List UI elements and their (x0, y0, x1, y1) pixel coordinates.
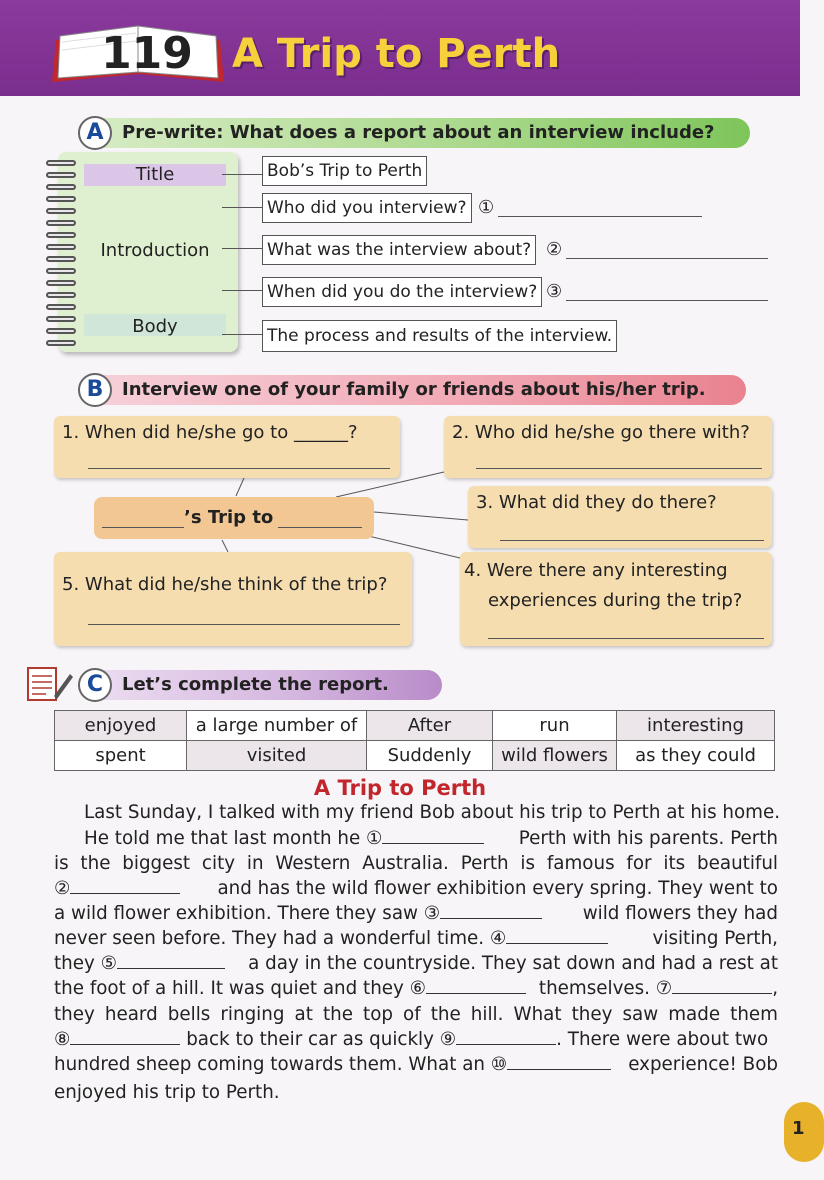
section-a-title: Pre-write: What does a report about an interview include? (122, 122, 715, 143)
outline-who-box: Who did you interview? (262, 193, 472, 223)
trip-title-center-box (94, 497, 374, 539)
question-2: 2. Who did he/she go there with? (452, 422, 750, 443)
word-bank-table (54, 710, 775, 771)
section-c-letter: C (78, 668, 112, 702)
word-bank-row (55, 741, 775, 771)
blank-4[interactable] (506, 926, 608, 944)
blank-marker-3: ③ (546, 281, 563, 302)
section-a-letter: A (78, 116, 112, 150)
outline-title-label: Title (135, 164, 175, 185)
trip-title-text: ’s Trip to (184, 507, 274, 528)
blank-10[interactable] (507, 1052, 611, 1070)
question-4-answer-line[interactable] (488, 638, 764, 639)
report-line-1: Last Sunday, I talked with my friend Bob about his trip to Perth at his home. (84, 802, 781, 823)
blank-9[interactable] (456, 1027, 556, 1045)
report-text: themselves. ⑦ (538, 978, 673, 999)
report-text: the foot of a hill. It was quiet and they ⑥ (54, 978, 427, 999)
outline-when-box: When did you do the interview? (262, 277, 542, 307)
report-line-3: is the biggest city in Western Australia. Perth is famous for its beautiful (54, 853, 778, 874)
name-blank-line[interactable] (102, 527, 184, 528)
report-line-7 (54, 951, 778, 976)
outline-body-box: The process and results of the interview. (262, 320, 617, 352)
blank-marker-2: ② (546, 239, 563, 260)
question-3-answer-line[interactable] (500, 540, 764, 541)
report-title: A Trip to Perth (313, 776, 487, 800)
report-line-2 (84, 826, 778, 851)
question-1-answer-line[interactable] (88, 468, 390, 469)
lesson-title: A Trip to Perth (232, 31, 561, 77)
report-text: Perth with his parents. Perth (518, 828, 778, 849)
word-bank-cell: After (367, 711, 493, 741)
outline-body-label: Body (132, 316, 178, 337)
question-box-4 (460, 552, 772, 646)
blank-8[interactable] (70, 1027, 180, 1045)
question-1: 1. When did he/she go to ______? (62, 422, 358, 443)
question-box-2 (444, 416, 772, 478)
report-text: . There were about two (556, 1029, 769, 1050)
word-bank-cell: wild flowers (493, 741, 617, 771)
word-bank-cell: interesting (617, 711, 775, 741)
section-c-title: Let’s complete the report. (122, 674, 389, 695)
report-text: wild flowers they had (582, 903, 778, 924)
report-text: ⑧ (54, 1029, 71, 1050)
question-2-answer-line[interactable] (476, 468, 762, 469)
report-text: a wild flower exhibition. There they saw ③ (54, 903, 441, 924)
report-text: they ⑤ (54, 953, 118, 974)
report-text: ② (54, 878, 71, 899)
report-text-group (539, 976, 778, 1001)
question-5: 5. What did he/she think of the trip? (62, 574, 388, 595)
report-text: never seen before. They had a wonderful time. ④ (54, 928, 507, 949)
report-line-4 (54, 876, 778, 901)
outline-title-box: Bob’s Trip to Perth (262, 156, 427, 186)
report-text: hundred sheep coming towards them. What an ⑩ (54, 1054, 508, 1075)
section-b-letter: B (78, 373, 112, 407)
question-4-line-1: 4. Were there any interesting (464, 560, 728, 581)
report-text: experience! Bob (628, 1054, 778, 1075)
lesson-number: 119 (101, 28, 193, 79)
blank-3[interactable] (440, 901, 542, 919)
question-box-3 (468, 486, 772, 548)
report-line-5 (54, 901, 778, 926)
word-bank-cell: enjoyed (55, 711, 187, 741)
report-line-11 (54, 1052, 778, 1077)
report-line-12: enjoyed his trip to Perth. (54, 1082, 280, 1103)
place-blank-line[interactable] (278, 527, 362, 528)
report-text: , (772, 978, 778, 999)
report-text: back to their car as quickly ⑨ (186, 1029, 457, 1050)
writing-pencil-icon (26, 666, 74, 704)
report-line-9: they heard bells ringing at the top of the hill. What they saw made them (54, 1004, 778, 1025)
question-box-5 (54, 552, 412, 646)
word-bank-row (55, 711, 775, 741)
page-number: 1 (784, 1102, 824, 1162)
question-3: 3. What did they do there? (476, 492, 717, 513)
blank-marker-1: ① (478, 197, 495, 218)
report-text: He told me that last month he ① (84, 828, 383, 849)
report-line-8 (54, 976, 778, 1001)
word-bank-cell: visited (187, 741, 367, 771)
blank-5[interactable] (117, 951, 225, 969)
report-line-10 (54, 1027, 778, 1052)
word-bank-cell: a large number of (187, 711, 367, 741)
word-bank-cell: Suddenly (367, 741, 493, 771)
section-b-title: Interview one of your family or friends about his/her trip. (122, 379, 706, 400)
blank-1[interactable] (382, 826, 484, 844)
word-bank-cell: run (493, 711, 617, 741)
blank-6[interactable] (426, 976, 526, 994)
question-5-answer-line[interactable] (88, 624, 400, 625)
report-text: visiting Perth, (652, 928, 778, 949)
question-4-line-2: experiences during the trip? (488, 590, 743, 611)
word-bank-cell: as they could (617, 741, 775, 771)
blank-2[interactable] (70, 876, 180, 894)
blank-7[interactable] (672, 976, 772, 994)
report-text: and has the wild flower exhibition every spring. They went to (217, 878, 778, 899)
word-bank-cell: spent (55, 741, 187, 771)
question-box-1 (54, 416, 400, 478)
outline-introduction-label: Introduction (100, 240, 210, 261)
report-line-6 (54, 926, 778, 951)
report-text: a day in the countryside. They sat down and had a rest at (248, 953, 778, 974)
outline-about-box: What was the interview about? (262, 235, 536, 265)
